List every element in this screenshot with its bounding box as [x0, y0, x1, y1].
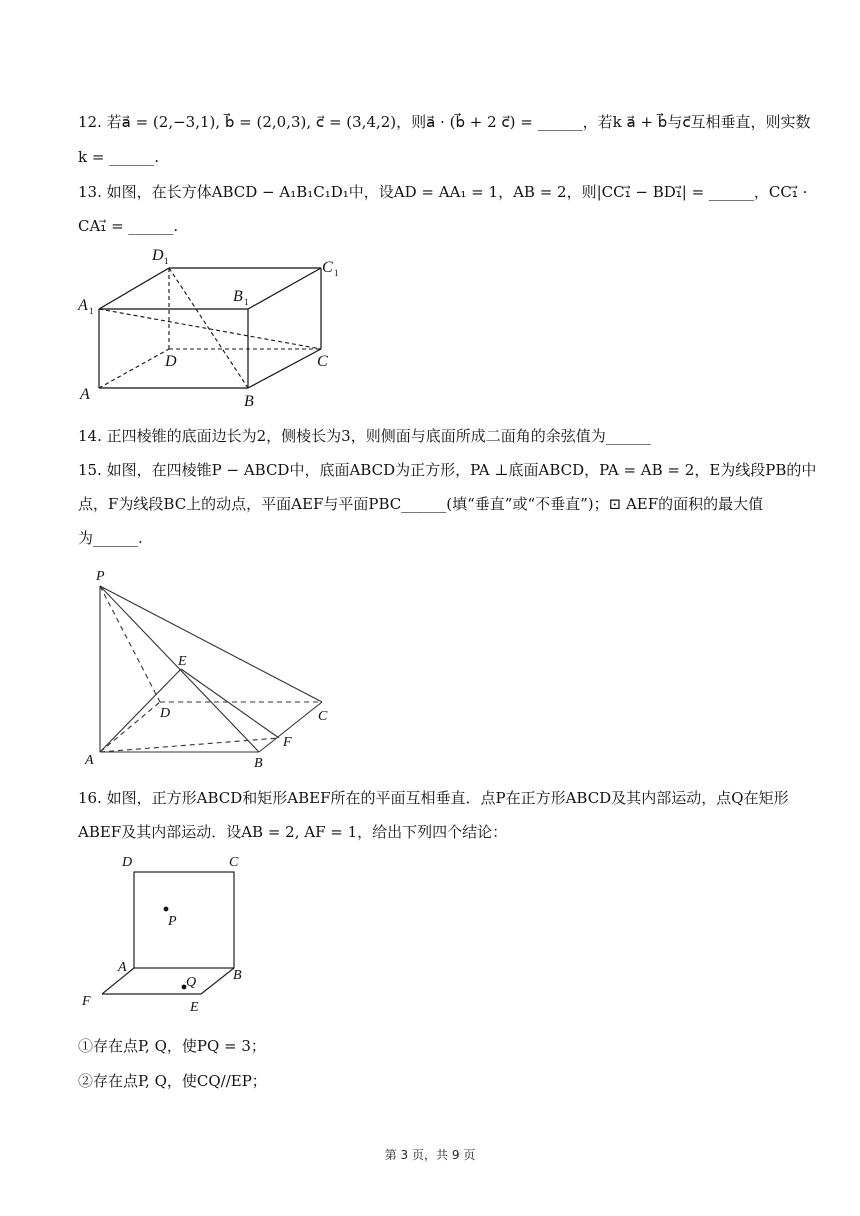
- cuboid-label-A1-sub: 1: [89, 306, 94, 316]
- pyramid-label-F: F: [283, 735, 292, 750]
- cuboid-label-B1-sub: 1: [244, 297, 249, 307]
- q14-line1: 14. 正四棱锥的底面边长为2，侧棱长为3，则侧面与底面所成二面角的余弦值为______: [78, 427, 651, 445]
- cuboid-label-D1: D: [152, 247, 164, 264]
- q13-line2: CA₁⃗ = ______.: [78, 217, 179, 235]
- planes-label-Q: Q: [186, 975, 197, 990]
- point-P: [164, 907, 169, 912]
- cuboid-label-A: A: [80, 386, 90, 403]
- q16-option1: ①存在点P, Q，使PQ = 3；: [78, 1037, 266, 1055]
- pyramid-label-D: D: [160, 706, 171, 721]
- cuboid-label-A1: A: [78, 297, 88, 314]
- pyramid-label-E: E: [178, 654, 187, 669]
- pyramid-label-B: B: [254, 756, 263, 771]
- cuboid-label-C: C: [317, 353, 328, 370]
- planes-label-A: A: [118, 960, 127, 975]
- cuboid-label-D1-sub: 1: [164, 256, 169, 266]
- q16-line1: 16. 如图，正方形ABCD和矩形ABEF所在的平面互相垂直．点P在正方形ABCD及其内部运动，点Q在矩形: [78, 789, 789, 807]
- q15-line1: 15. 如图，在四棱锥P − ABCD中，底面ABCD为正方形，PA ⊥底面ABCD，PA = AB = 2，E为线段PB的中: [78, 461, 817, 479]
- cuboid-label-B1: B: [233, 288, 243, 305]
- q15-line2: 点，F为线段BC上的动点，平面AEF与平面PBC______(填“垂直”或“不垂直”)；⊡ AEF的面积的最大值: [78, 495, 764, 513]
- cuboid-label-D: D: [165, 353, 177, 370]
- planes-label-E: E: [190, 1000, 199, 1015]
- pyramid-label-P: P: [96, 569, 105, 584]
- q16-option2: ②存在点P, Q，使CQ//EP；: [78, 1072, 267, 1090]
- planes-label-C: C: [229, 855, 239, 870]
- planes-label-D: D: [122, 855, 133, 870]
- q12-line2: k = ______.: [78, 148, 159, 166]
- pyramid-figure: [80, 566, 340, 772]
- planes-label-B: B: [233, 968, 242, 983]
- q15-line3: 为______.: [78, 529, 143, 547]
- pyramid-label-C: C: [318, 709, 328, 724]
- cuboid-label-C1-sub: 1: [334, 268, 339, 278]
- planes-label-F: F: [82, 994, 91, 1009]
- q16-line2: ABEF及其内部运动．设AB = 2, AF = 1，给出下列四个结论：: [78, 823, 508, 841]
- planes-figure: [78, 852, 268, 1020]
- cuboid-label-B: B: [244, 393, 254, 410]
- q12-line1: 12. 若a⃗ = (2,−3,1), b⃗ = (2,0,3), c⃗ = (3,4,2)，则a⃗ · (b⃗ + 2 c⃗) = ______，若k a⃗ + b⃗与c⃗互相垂直，则实数: [78, 113, 811, 131]
- cuboid-figure: [76, 240, 366, 412]
- q13-line1: 13. 如图，在长方体ABCD − A₁B₁C₁D₁中，设AD = AA₁ = 1，AB = 2，则|CC₁⃗ − BD₁⃗| = ______，CC₁⃗ ·: [78, 183, 808, 201]
- cuboid-label-C1: C: [322, 259, 333, 276]
- page-footer: 第 3 页，共 9 页: [384, 1148, 476, 1162]
- pyramid-label-A: A: [85, 753, 94, 768]
- planes-label-P: P: [168, 914, 177, 929]
